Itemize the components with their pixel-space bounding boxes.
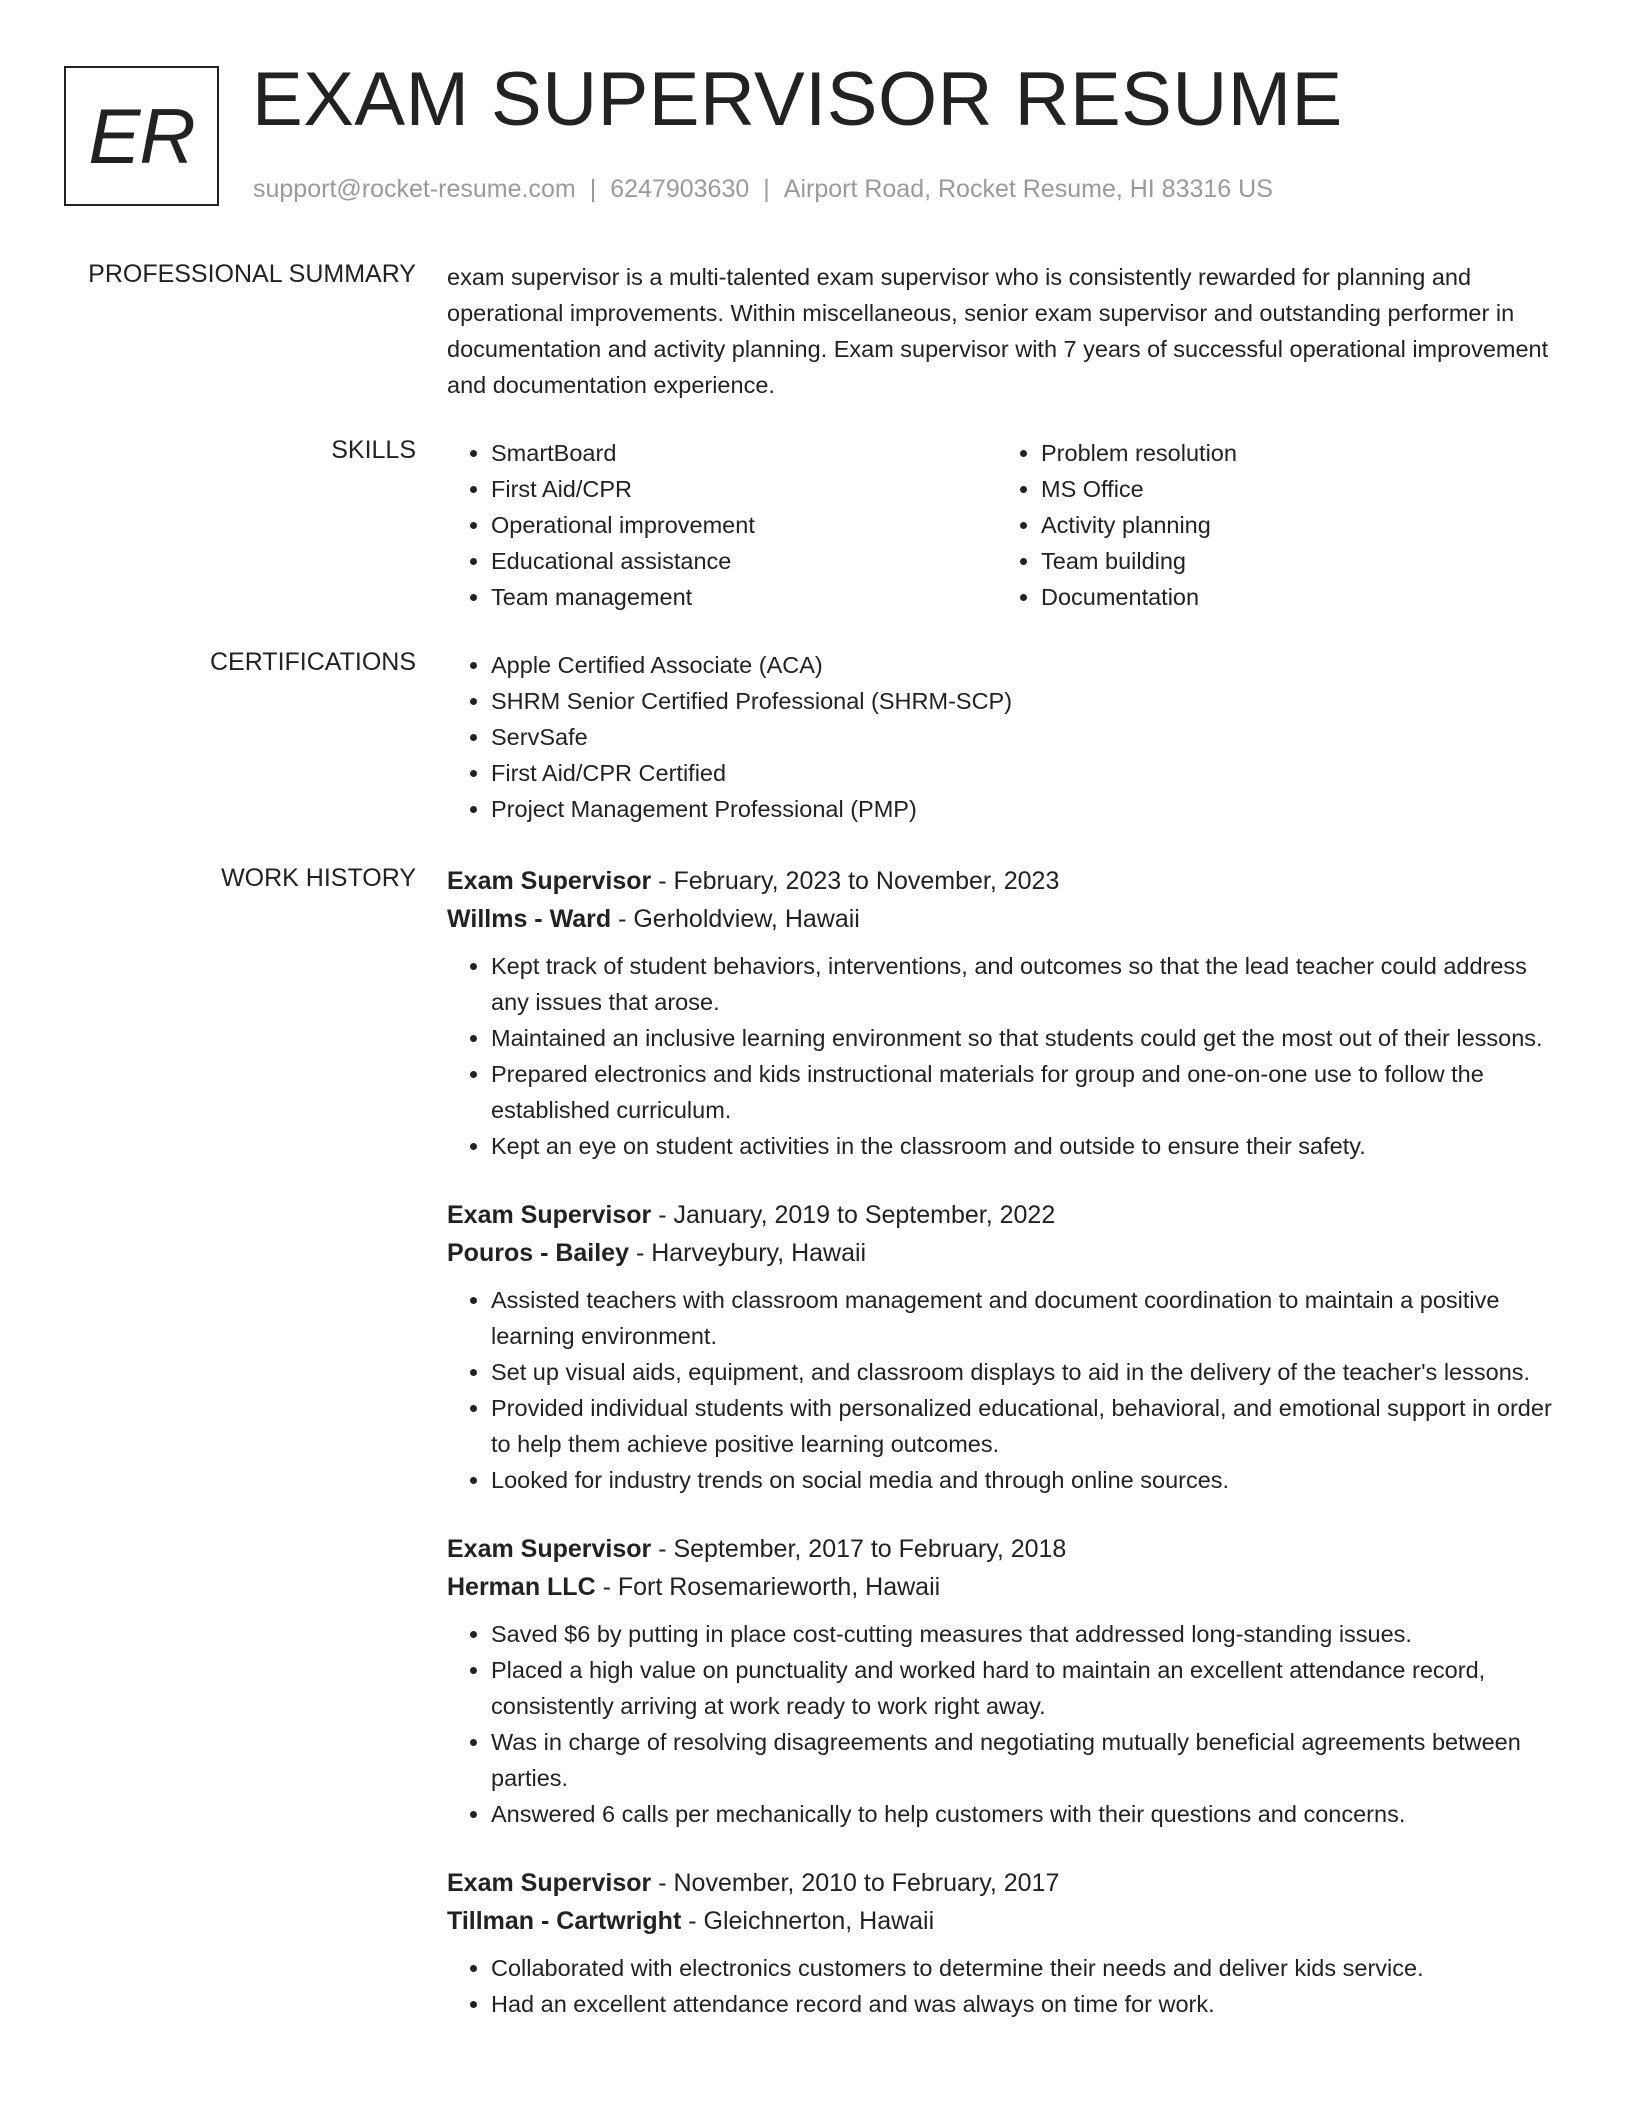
certification-item: • Apple Certified Associate (ACA) [491,647,1557,683]
certification-item: • First Aid/CPR Certified [491,755,1557,791]
job-company: Herman LLC [447,1573,596,1601]
job-location: - Fort Rosemarieworth, Hawaii [595,1573,941,1601]
summary-text: exam supervisor is a multi-talented exam supervisor who is consistently rewarded for planning and operational improvements. Within miscellaneous, senior exam supervisor and outstanding performer in documentation and activity planning. Exam supervisor with 7 years of successful operational improvement and documentation experience. [447,264,1549,398]
skills-body [447,435,1557,615]
skill-item: • Team management [491,579,997,615]
job-title-line [447,1530,1557,1568]
contact-email: support@rocket-resume.com [253,175,576,203]
certifications-body [447,647,1557,827]
job-duties-list [447,1950,1557,2022]
job-duty-item: • Kept an eye on student activities in the classroom and outside to ensure their safety. [491,1128,1557,1164]
skill-item: • Problem resolution [1041,435,1547,471]
job-entry [447,1864,1557,2022]
job-dates: - January, 2019 to September, 2022 [651,1201,1056,1229]
job-company: Tillman - Cartwright [447,1907,682,1935]
job-duties-list [447,1282,1557,1498]
skill-item: • Documentation [1041,579,1547,615]
job-duty-item: • Collaborated with electronics customers to determine their needs and deliver kids service. [491,1950,1557,1986]
job-duty-item: • Maintained an inclusive learning environment so that students could get the most out of their lessons. [491,1020,1557,1056]
certification-item: • SHRM Senior Certified Professional (SHRM-SCP) [491,683,1557,719]
job-duty-item: • Was in charge of resolving disagreements and negotiating mutually beneficial agreements between parties. [491,1724,1557,1796]
job-location: - Gleichnerton, Hawaii [681,1907,935,1935]
job-title-line [447,862,1557,900]
job-company-line [447,1902,1557,1940]
job-company-line [447,1568,1557,1606]
monogram: ER [64,66,219,206]
skills-list-left [447,435,997,615]
contact-line [253,175,1273,204]
skill-item: • Operational improvement [491,507,997,543]
contact-separator: | [589,175,597,203]
skills-title: SKILLS [331,436,416,464]
contact-phone: 6247903630 [610,175,750,203]
job-duty-item: • Set up visual aids, equipment, and classroom displays to aid in the delivery of the teacher's lessons. [491,1354,1557,1390]
skill-item: • SmartBoard [491,435,997,471]
job-role: Exam Supervisor [447,867,652,895]
job-location: - Harveybury, Hawaii [629,1239,867,1267]
skill-item: • Team building [1041,543,1547,579]
job-dates: - September, 2017 to February, 2018 [651,1535,1067,1563]
certifications-list [447,647,1557,827]
summary-body [447,259,1557,403]
job-company: Willms - Ward [447,905,612,933]
job-duty-item: • Placed a high value on punctuality and worked hard to maintain an excellent attendance record, consistently arriving at work ready to work right away. [491,1652,1557,1724]
job-duties-list [447,1616,1557,1832]
skill-item: • Educational assistance [491,543,997,579]
job-role: Exam Supervisor [447,1201,652,1229]
work-title: WORK HISTORY [221,864,416,892]
job-dates: - November, 2010 to February, 2017 [651,1869,1060,1897]
skill-item: • Activity planning [1041,507,1547,543]
certification-item: • Project Management Professional (PMP) [491,791,1557,827]
job-duty-item: • Kept track of student behaviors, interventions, and outcomes so that the lead teacher could address any issues that arose. [491,948,1557,1020]
job-title-line [447,1196,1557,1234]
job-entry [447,862,1557,1164]
job-duty-item: • Saved $6 by putting in place cost-cutting measures that addressed long-standing issues. [491,1616,1557,1652]
job-title-line [447,1864,1557,1902]
job-duty-item: • Had an excellent attendance record and was always on time for work. [491,1986,1557,2022]
contact-separator: | [763,175,770,203]
skill-item: • MS Office [1041,471,1547,507]
job-duty-item: • Prepared electronics and kids instructional materials for group and one-on-one use to follow the established curriculum. [491,1056,1557,1128]
job-location: - Gerholdview, Hawaii [611,905,860,933]
summary-title: PROFESSIONAL SUMMARY [88,260,416,288]
job-company-line [447,1234,1557,1272]
job-duty-item: • Answered 6 calls per mechanically to help customers with their questions and concerns. [491,1796,1557,1832]
page-title: EXAM SUPERVISOR RESUME [252,57,1343,142]
job-entry [447,1196,1557,1498]
job-role: Exam Supervisor [447,1535,652,1563]
job-role: Exam Supervisor [447,1869,652,1897]
certifications-title: CERTIFICATIONS [209,648,416,676]
job-duties-list [447,948,1557,1164]
job-duty-item: • Assisted teachers with classroom management and document coordination to maintain a positive learning environment. [491,1282,1557,1354]
work-body [447,862,1557,2054]
job-duty-item: • Looked for industry trends on social media and through online sources. [491,1462,1557,1498]
job-entry [447,1530,1557,1832]
skill-item: • First Aid/CPR [491,471,997,507]
job-company: Pouros - Bailey [447,1239,629,1267]
job-dates: - February, 2023 to November, 2023 [651,867,1060,895]
certification-item: • ServSafe [491,719,1557,755]
job-duty-item: • Provided individual students with personalized educational, behavioral, and emotional support in order to help them achieve positive learning outcomes. [491,1390,1557,1462]
contact-address: Airport Road, Rocket Resume, HI 83316 US [783,175,1273,203]
skills-list-right [997,435,1547,615]
job-company-line [447,900,1557,938]
